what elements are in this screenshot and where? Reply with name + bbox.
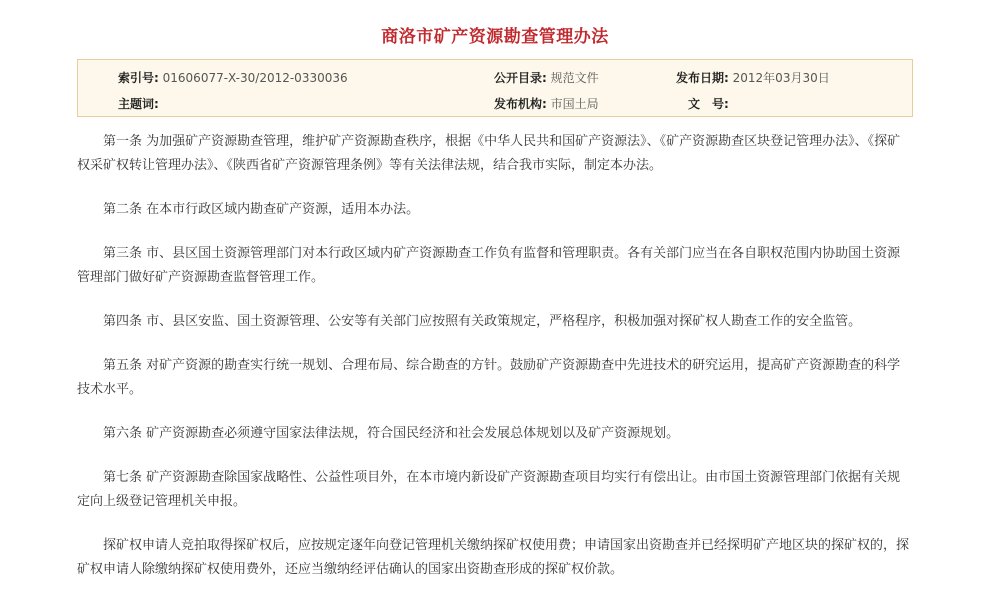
article-7-paragraph-2: 探矿权申请人竞拍取得探矿权后，应按规定逐年向登记管理机关缴纳探矿权使用费；申请国家出资勘查并已经探明矿产地区块的探矿权的，探矿权申请人除缴纳探矿权使用费外，还应当缴纳经评估确认的国家出资勘查形成的探矿权价款。 (77, 538, 910, 577)
date-value: 2012年03月30日 (732, 71, 830, 85)
publish-date (676, 69, 830, 86)
subject-label: 主题词: (118, 97, 159, 111)
article-7: 第七条 矿产资源勘查除国家战略性、公益性项目外，在本市境内新设矿产资源勘查项目均实行有偿出让。由市国土资源管理部门依据有关规定向上级登记管理机关申报。 (77, 470, 901, 509)
issuer-label: 发布机构: (494, 97, 547, 111)
article-1: 第一条 为加强矿产资源勘查管理，维护矿产资源勘查秩序，根据《中华人民共和国矿产资源法》、《矿产资源勘查区块登记管理办法》、《探矿权采矿权转让管理办法》、《陕西省矿产资源管理条例》等有关法律法规，结合我市实际，制定本办法。 (77, 134, 901, 173)
catalog-label: 公开目录: (494, 71, 547, 85)
article-2: 第二条 在本市行政区域内勘查矿产资源，适用本办法。 (103, 202, 420, 217)
issuer-value: 市国土局 (550, 97, 599, 111)
article-3: 第三条 市、县区国土资源管理部门对本行政区域内矿产资源勘查工作负有监督和管理职责。各有关部门应当在各自职权范围内协助国土资源管理部门做好矿产资源勘查监督管理工作。 (77, 246, 901, 285)
document-number (688, 95, 729, 112)
issuing-agency (494, 95, 599, 112)
catalog-value: 规范文件 (550, 71, 599, 85)
date-label: 发布日期: (676, 71, 729, 85)
article-6: 第六条 矿产资源勘查必须遵守国家法律法规，符合国民经济和社会发展总体规划以及矿产资源规划。 (103, 426, 680, 441)
page-title: 商洛市矿产资源勘查管理办法 (381, 27, 609, 47)
public-catalog (494, 69, 599, 86)
subject-words (118, 95, 159, 112)
docno-label: 文 号: (688, 97, 729, 111)
index-label: 索引号: (118, 71, 159, 85)
article-5: 第五条 对矿产资源的勘查实行统一规划、合理布局、综合勘查的方针。鼓励矿产资源勘查中先进技术的研究运用，提高矿产资源勘查的科学技术水平。 (77, 358, 901, 397)
article-4: 第四条 市、县区安监、国土资源管理、公安等有关部门应按照有关政策规定，严格程序，积极加强对探矿权人勘查工作的安全监管。 (103, 314, 862, 329)
document-meta-box (77, 59, 913, 117)
index-number (118, 69, 348, 86)
index-value: 01606077-X-30/2012-0330036 (162, 71, 348, 85)
document-body (77, 130, 913, 602)
